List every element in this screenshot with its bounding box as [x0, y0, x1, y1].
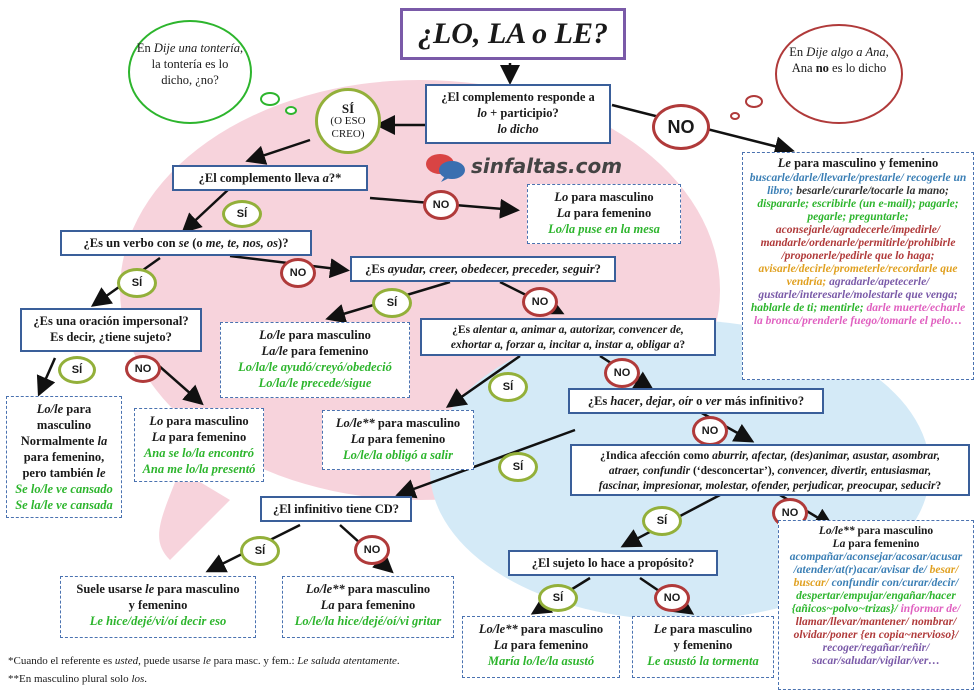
answer-se: Lo para masculino La para femenino Ana se lo/la encontró Ana me lo/la presentó	[134, 408, 264, 482]
verb-list-fragment: confundir con/curar/decir/	[831, 577, 959, 589]
verb-list-fragment: venga;	[925, 289, 958, 301]
verb-list-fragment: muerte/echarle la bronca/prenderle	[753, 302, 966, 327]
verb-list-fragment: {añicos~polvo~trizas}/	[791, 603, 898, 615]
no-node-q5: NO	[125, 355, 161, 383]
answer-obligar: Lo/le** para masculino La para femenino Lo/le/la obligó a salir	[322, 410, 474, 470]
verb-list-fragment: darle	[866, 302, 891, 314]
footnote-usted: *Cuando el referente es usted, puede usarse le para masc. y fem.: Le saluda atentamente.	[8, 655, 400, 667]
question-verbo-se: ¿Es un verbo con se (o me, te, nos, os)?	[60, 230, 312, 256]
le-verb-list	[749, 172, 967, 328]
verb-list-fragment: avisarle/decirle/prometerle/recordarle	[758, 263, 938, 275]
verb-list-fragment: pagarle; pegarle; preguntarle;	[807, 198, 959, 223]
yes-node-q10: SÍ	[538, 584, 578, 612]
no-node-main: NO	[652, 104, 710, 150]
question-impersonal: ¿Es una oración impersonal? Es decir, ¿tiene sujeto?	[20, 308, 202, 352]
verb-list-fragment: fuego/tomarle el pelo…	[850, 315, 963, 327]
verb-list-fragment: buscar/	[793, 577, 829, 589]
verb-list-fragment: olvidar/poner {en copia~nervioso}/	[793, 629, 959, 641]
yes-node-main: SÍ (O ESO CREO)	[315, 88, 381, 154]
question-proposito: ¿El sujeto lo hace a propósito?	[508, 550, 718, 576]
answer-asusto-proposito: Lo/le** para masculino La para femenino María lo/le/la asustó	[462, 616, 620, 678]
question-lleva-a: ¿El complemento lleva a?*	[172, 165, 368, 191]
question-obligar: ¿Es alentar a, animar a, autorizar, convencer de, exhortar a, forzar a, incitar a, instar a, obligar a?	[420, 318, 716, 356]
verb-list-fragment: recogerle un libro;	[767, 172, 967, 197]
example-cloud-right: En Dije algo a Ana, Ana no es lo dicho	[775, 24, 903, 124]
yes-node-q5: SÍ	[58, 356, 96, 384]
yes-node-q9: SÍ	[240, 536, 280, 566]
no-node-q3: NO	[280, 258, 316, 288]
verb-list-fragment: dispararle; escribirle (un e-mail);	[757, 198, 917, 210]
verb-list-fragment: /proponerle/pedirle que lo haga;	[781, 250, 935, 262]
yes-node-q8: SÍ	[642, 506, 682, 536]
cloud-bubble-dot	[730, 112, 740, 120]
afeccion-verb-list	[785, 551, 967, 668]
question-hacer-dejar: ¿Es hacer, dejar, oír o ver más infinitivo?	[568, 388, 824, 414]
verb-list-fragment: gustarle/interesarle/molestarle que	[758, 289, 923, 301]
question-afeccion: ¿Indica afección como aburrir, afectar, (des)animar, asustar, asombrar, atraer, confundir (‘desconcertar’), convencer, divertir, entusiasmar, fascinar, impresionar, molestar, ofender, perjudicar, preocupar, seducir?	[570, 444, 970, 496]
yes-node-q3: SÍ	[117, 268, 157, 298]
question-participle: ¿El complemento responde a lo + participio? lo dicho	[425, 84, 611, 144]
answer-tormenta: Le para masculino y femenino Le asustó la tormenta	[632, 616, 774, 678]
footnote-plural: **En masculino plural solo los.	[8, 673, 148, 685]
verb-list-fragment: aconsejarle/agradecerle/impedirle/	[775, 224, 941, 236]
verb-list-fragment: sacar/saludar/vigilar/ver…	[812, 655, 940, 667]
no-node-q6: NO	[604, 358, 640, 388]
answer-impersonal: Lo/le para masculino Normalmente la para femenino, pero también le Se lo/le ve cansado Se la/le ve cansada	[6, 396, 122, 518]
answer-afeccion-list: Lo/le** para masculino La para femenino acompañar/aconsejar/acosar/acusar /atender/at(r)acar/avisar de/ besar/ buscar/ confundir con/curar/decir/ despertar/empujar/engañar/hacer {añicos~polvo~trizas}/ informar de/ llamar/llevar/mantener/ nombrar/ olvidar/poner {en copia~nervioso}/ recoger/regañar/reñir/ sacar/saludar/vigilar/ver…	[778, 520, 974, 690]
page-title: ¿LO, LA o LE?	[400, 8, 626, 60]
verb-list-fragment: mandarle/ordenarle/permitirle/prohibirle	[760, 237, 956, 249]
yes-node-q4: SÍ	[372, 288, 412, 318]
verb-list-fragment: que vendría;	[786, 263, 958, 288]
answer-ayudar: Lo/le para masculino La/le para femenino Lo/la/le ayudó/creyó/obedeció Lo/la/le precede/sigue	[220, 322, 410, 398]
no-node-q9: NO	[354, 535, 390, 565]
no-node-q4: NO	[522, 287, 558, 317]
verb-list-fragment: besarle/curarle/tocarle la mano;	[796, 185, 949, 197]
answer-gritar: Lo/le** para masculino La para femenino Lo/le/la hice/dejé/oí/vi gritar	[282, 576, 454, 638]
verb-list-fragment: despertar/empujar/engañar/hacer	[796, 590, 956, 602]
verb-list-fragment: agradarle/apetecerle/	[829, 276, 930, 288]
answer-le-list: Le para masculino y femenino buscarle/darle/llevarle/prestarle/ recogerle un libro; besarle/curarle/tocarle la mano; dispararle; escribirle (un e-mail); pagarle; pegarle; preguntarle; aconsejarle/agradecerle/impedirle/ mandarle/ordenarle/permitirle/prohibirle /proponerle/pedirle que lo haga; avisarle/decirle/prometerle/recordarle que vendría; agradarle/apetecerle/ gustarle/interesarle/molestarle que venga; hablarle de ti; mentirle; darle muerte/echarle la bronca/prenderle fuego/tomarle el pelo…	[742, 152, 974, 380]
speech-bubbles-icon	[425, 152, 469, 182]
cloud-bubble-dot	[745, 95, 763, 108]
no-node-q2: NO	[423, 190, 459, 220]
answer-lo-la: Lo para masculino La para femenino Lo/la puse en la mesa	[527, 184, 681, 244]
yes-node-q2: SÍ	[222, 200, 262, 228]
verb-list-fragment: besar/	[929, 564, 959, 576]
verb-list-fragment: /atender/at(r)acar/avisar de/	[793, 564, 927, 576]
example-cloud-left: En Dije una tontería, la tontería es lo dicho, ¿no?	[128, 20, 252, 124]
verb-list-fragment: llamar/llevar/mantener/ nombrar/	[795, 616, 957, 628]
verb-list-fragment: recoger/regañar/reñir/	[822, 642, 930, 654]
verb-list-fragment: hablarle de ti; mentirle;	[750, 302, 864, 314]
verb-list-fragment: acompañar/aconsejar/acosar/acusar	[789, 551, 963, 563]
brand-logo: sinfaltas.com	[425, 152, 615, 184]
no-node-q8: NO	[772, 498, 808, 528]
no-node-q10: NO	[654, 584, 690, 612]
no-node-q7: NO	[692, 416, 728, 446]
yes-node-q6: SÍ	[488, 372, 528, 402]
verb-list-fragment: informar de/	[900, 603, 961, 615]
cloud-bubble-dot	[285, 106, 297, 115]
verb-list-fragment: buscarle/darle/llevarle/prestarle/	[749, 172, 904, 184]
cloud-bubble-dot	[260, 92, 280, 106]
yes-node-q7: SÍ	[498, 452, 538, 482]
answer-hice-le: Suele usarse le para masculino y femenino Le hice/dejé/vi/oí decir eso	[60, 576, 256, 638]
question-ayudar-creer: ¿Es ayudar, creer, obedecer, preceder, seguir?	[350, 256, 616, 282]
question-infinitivo-cd: ¿El infinitivo tiene CD?	[260, 496, 412, 522]
